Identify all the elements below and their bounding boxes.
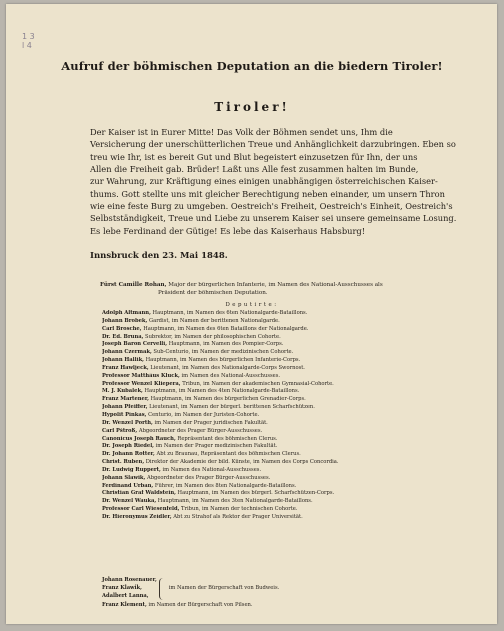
deputy-description: Abgeordneter des Prager Bürger-Ausschusses. xyxy=(145,474,271,481)
deputy-description: Sub-Centurio, im Namen der medizinischen Cohorte. xyxy=(151,349,294,356)
deputy-name: Professor Wenzel Kliepera, xyxy=(102,380,181,387)
deputy-row xyxy=(102,498,402,506)
deputy-name: Dr. Ludwig Ruppert, xyxy=(102,466,161,473)
deputy-description: Subrektor, im Namen der philosophischen Cohorte. xyxy=(143,333,281,340)
deputy-name: Dr. Wenzel Porth, xyxy=(102,419,153,426)
deputy-row xyxy=(102,475,402,483)
deputy-row xyxy=(102,349,402,357)
deputy-row xyxy=(102,310,402,318)
greeting-heading: Tiroler! xyxy=(214,100,290,114)
deputy-name: Franz Hawljeck, xyxy=(102,364,149,371)
deputy-description: Hauptmann, im Namen des bürgerlichen Grenadier-Corps. xyxy=(148,396,306,403)
deputy-description: Abt zu Braunau, Repräsentant des böhmischen Clerus. xyxy=(154,451,301,458)
deputy-row xyxy=(102,428,402,436)
deputy-name: Johann Pfeiffer, xyxy=(102,404,148,411)
body-line: zur Wahrung, zur Kräftigung eines einigen unabhängigen österreichischen Kaiser- xyxy=(90,176,438,187)
deputy-name: M. J. Kubalek, xyxy=(102,388,143,395)
budweis-names xyxy=(102,577,157,601)
deputy-description: Hauptmann, im Namen des Pompier-Corps. xyxy=(167,341,284,348)
deputy-name: Carl Pštroß, xyxy=(102,427,138,434)
deputy-row xyxy=(102,341,402,349)
deputy-row xyxy=(102,326,402,334)
body-line: wie eine feste Burg zu umgeben. Oestreich's Freiheit, Oestreich's Einheit, Oestreich's xyxy=(90,201,453,212)
deputies-label: Deputirte: xyxy=(225,302,279,308)
deputy-name: Franz Klement, xyxy=(102,602,147,608)
deputy-description: Hauptmann, im Namen des 4ten Nationalgarde-Bataillons. xyxy=(142,388,300,395)
deputy-row xyxy=(102,381,402,389)
deputy-name: Dr. Hieronymus Zeidler, xyxy=(102,513,172,520)
deputy-name: Carl Brosche, xyxy=(102,325,142,332)
deputy-description: im Namen des National-Ausschusses. xyxy=(179,372,281,379)
deputy-description: Repräsentant des böhmischen Clerus. xyxy=(175,435,278,442)
deputy-description: Gardist, im Namen der berittenen Nationalgarde. xyxy=(147,317,280,324)
budweis-group xyxy=(102,577,402,601)
pencil-mark-2: l 4 xyxy=(22,41,32,50)
deputy-description: Tribun, im Namen der akademischen Gymnasial-Cohorte. xyxy=(180,380,334,387)
deputy-name: Johann Hallik, xyxy=(102,357,144,364)
deputy-description: Direktor der Akademie der bild. Künste, im Namen des Corps Concordia. xyxy=(144,459,339,466)
body-line: Selbstständigkeit, Treue und Liebe zu unserem Kaiser sei unsere gemeinsame Losung. xyxy=(90,213,457,224)
brace-mark xyxy=(159,578,166,600)
body-line: Versicherung der unerschütterlichen Treue und Anhänglichkeit darzubringen. Eben so xyxy=(90,139,456,150)
deputy-name: Dr. Ed. Bruna, xyxy=(102,333,144,340)
deputy-row xyxy=(102,388,402,396)
chair-title: Major der bürgerlichen Infanterie, im Namen des National-Ausschusses als xyxy=(166,282,383,288)
deputy-row xyxy=(102,514,402,522)
deputy-row xyxy=(102,490,402,498)
deputy-description: Centurio, im Namen der Juristen-Cohorte. xyxy=(146,411,260,418)
deputy-name: Canonicus Joseph Rauch, xyxy=(102,435,176,442)
body-line: Es lebe Ferdinand der Gütige! Es lebe das Kaiserhaus Habsburg! xyxy=(90,225,366,236)
deputy-description: Hauptmann, im Namen des bürgerlichen Infanterie-Corps. xyxy=(143,357,301,364)
deputy-name: Johann Brobek, xyxy=(102,317,148,324)
deputy-name: Joseph Baron Cervelli, xyxy=(102,341,168,348)
deputy-description: im Namen der Bürgerschaft von Pilsen. xyxy=(146,602,253,608)
deputy-row xyxy=(102,459,402,467)
place-date-line: Innsbruck den 23. Mai 1848. xyxy=(90,251,228,261)
deputy-row xyxy=(102,436,402,444)
deputy-row xyxy=(102,467,402,475)
deputy-row xyxy=(102,373,402,381)
deputy-name: Dr. Wenzel Wauka, xyxy=(102,498,157,505)
deputy-row xyxy=(102,318,402,326)
chair-name: Fürst Camille Rohan, xyxy=(100,282,167,288)
chair-signature xyxy=(100,281,405,297)
pilsen-deputy xyxy=(102,602,253,608)
deputy-row xyxy=(102,357,402,365)
deputy-name: Franz Klawik, xyxy=(102,584,142,591)
deputies-list xyxy=(102,310,402,522)
deputy-name: Professor Carl Wiesenfeld, xyxy=(102,506,180,513)
chair-line-2: Präsident der böhmischen Deputation. xyxy=(158,290,268,296)
deputy-name: Johann Rosenauer, xyxy=(102,577,157,583)
deputy-description: im Namen der Prager medizinischen Fakultät. xyxy=(154,443,278,450)
deputy-description: Hauptmann, im Namen des bürgerl. Scharfschützen-Corps. xyxy=(175,490,335,497)
deputy-row xyxy=(102,420,402,428)
deputy-description: Abt zu Strahof als Rektor der Prager Universität. xyxy=(171,513,303,520)
deputy-row xyxy=(102,506,402,514)
deputy-name: Ferdinand Urban, xyxy=(102,482,154,489)
body-line: treu wie Ihr, ist es bereit Gut und Blut begeistert einzusetzen für Ihn, der uns xyxy=(90,151,418,162)
deputy-name: Franz Martener, xyxy=(102,396,149,403)
deputy-description: Hauptmann, im Namen des 3ten Nationalgarde-Bataillons. xyxy=(156,498,313,505)
deputy-description: Abgeordneter des Prager Bürger-Ausschusses. xyxy=(137,427,263,434)
deputy-name: Christian Graf Waldstein, xyxy=(102,490,176,497)
document-title: Aufruf der böhmischen Deputation an die biedern Tiroler! xyxy=(61,59,443,73)
deputy-description: Lieutenant, im Namen des Nationalgarde-Corps Swornost. xyxy=(148,364,305,371)
proclamation-body xyxy=(90,126,457,237)
deputy-description: Hauptmann, im Namen des 6ten Nationalgarde-Bataillons. xyxy=(150,310,308,316)
deputy-name: Dr. Joseph Riedel, xyxy=(102,443,154,450)
deputy-name: Johann Slawik, xyxy=(102,474,146,481)
deputy-row xyxy=(102,483,402,491)
deputy-name: Johann Czermak, xyxy=(102,349,152,356)
deputy-name: Adolph Altmann, xyxy=(102,310,151,316)
deputy-description: Führer, im Namen des 8ten Nationalgarde-Bataillons. xyxy=(153,482,297,489)
deputy-row xyxy=(102,404,402,412)
budweis-description: im Namen der Bürgerschaft von Budweis. xyxy=(168,584,280,591)
chair-line-1 xyxy=(100,281,405,289)
deputy-row xyxy=(102,396,402,404)
body-line: Der Kaiser ist in Eurer Mitte! Das Volk der Böhmen sendet uns, Ihm die xyxy=(90,127,393,137)
deputy-row xyxy=(102,334,402,342)
deputy-description: im Namen des National-Ausschusses. xyxy=(160,466,262,473)
body-line: Allen die Freiheit gab. Brüder! Laßt uns Alle fest zusammen halten im Bunde, xyxy=(90,164,419,175)
deputy-row xyxy=(102,451,402,459)
deputy-description: Tribun, im Namen der technischen Cohorte. xyxy=(179,506,298,513)
deputy-name: Adalbert Lanna, xyxy=(102,592,149,599)
pencil-mark-1: 1 3 xyxy=(22,32,35,41)
deputy-description: Hauptmann, im Namen des 6ten Bataillons der Nationalgarde. xyxy=(141,325,309,332)
deputy-row xyxy=(102,443,402,451)
deputy-name: Professor Matthäus Kluck, xyxy=(102,372,180,379)
deputy-name: Christ. Ruben, xyxy=(102,459,145,466)
pencil-annotation xyxy=(22,32,35,50)
deputy-name: Dr. Johann Rotter, xyxy=(102,451,155,458)
deputy-name: Hypolit Pinkas, xyxy=(102,411,147,418)
deputy-description: Lieutenant, im Namen der bürgerl. berittenen Scharfschützen. xyxy=(147,404,315,411)
deputy-row xyxy=(102,365,402,373)
deputy-row xyxy=(102,412,402,420)
deputy-description: im Namen der Prager juridischen Fakultät. xyxy=(152,419,268,426)
body-line: thums. Gott stellte uns mit gleicher Berechtigung neben einander, um unsern Thron xyxy=(90,188,445,199)
